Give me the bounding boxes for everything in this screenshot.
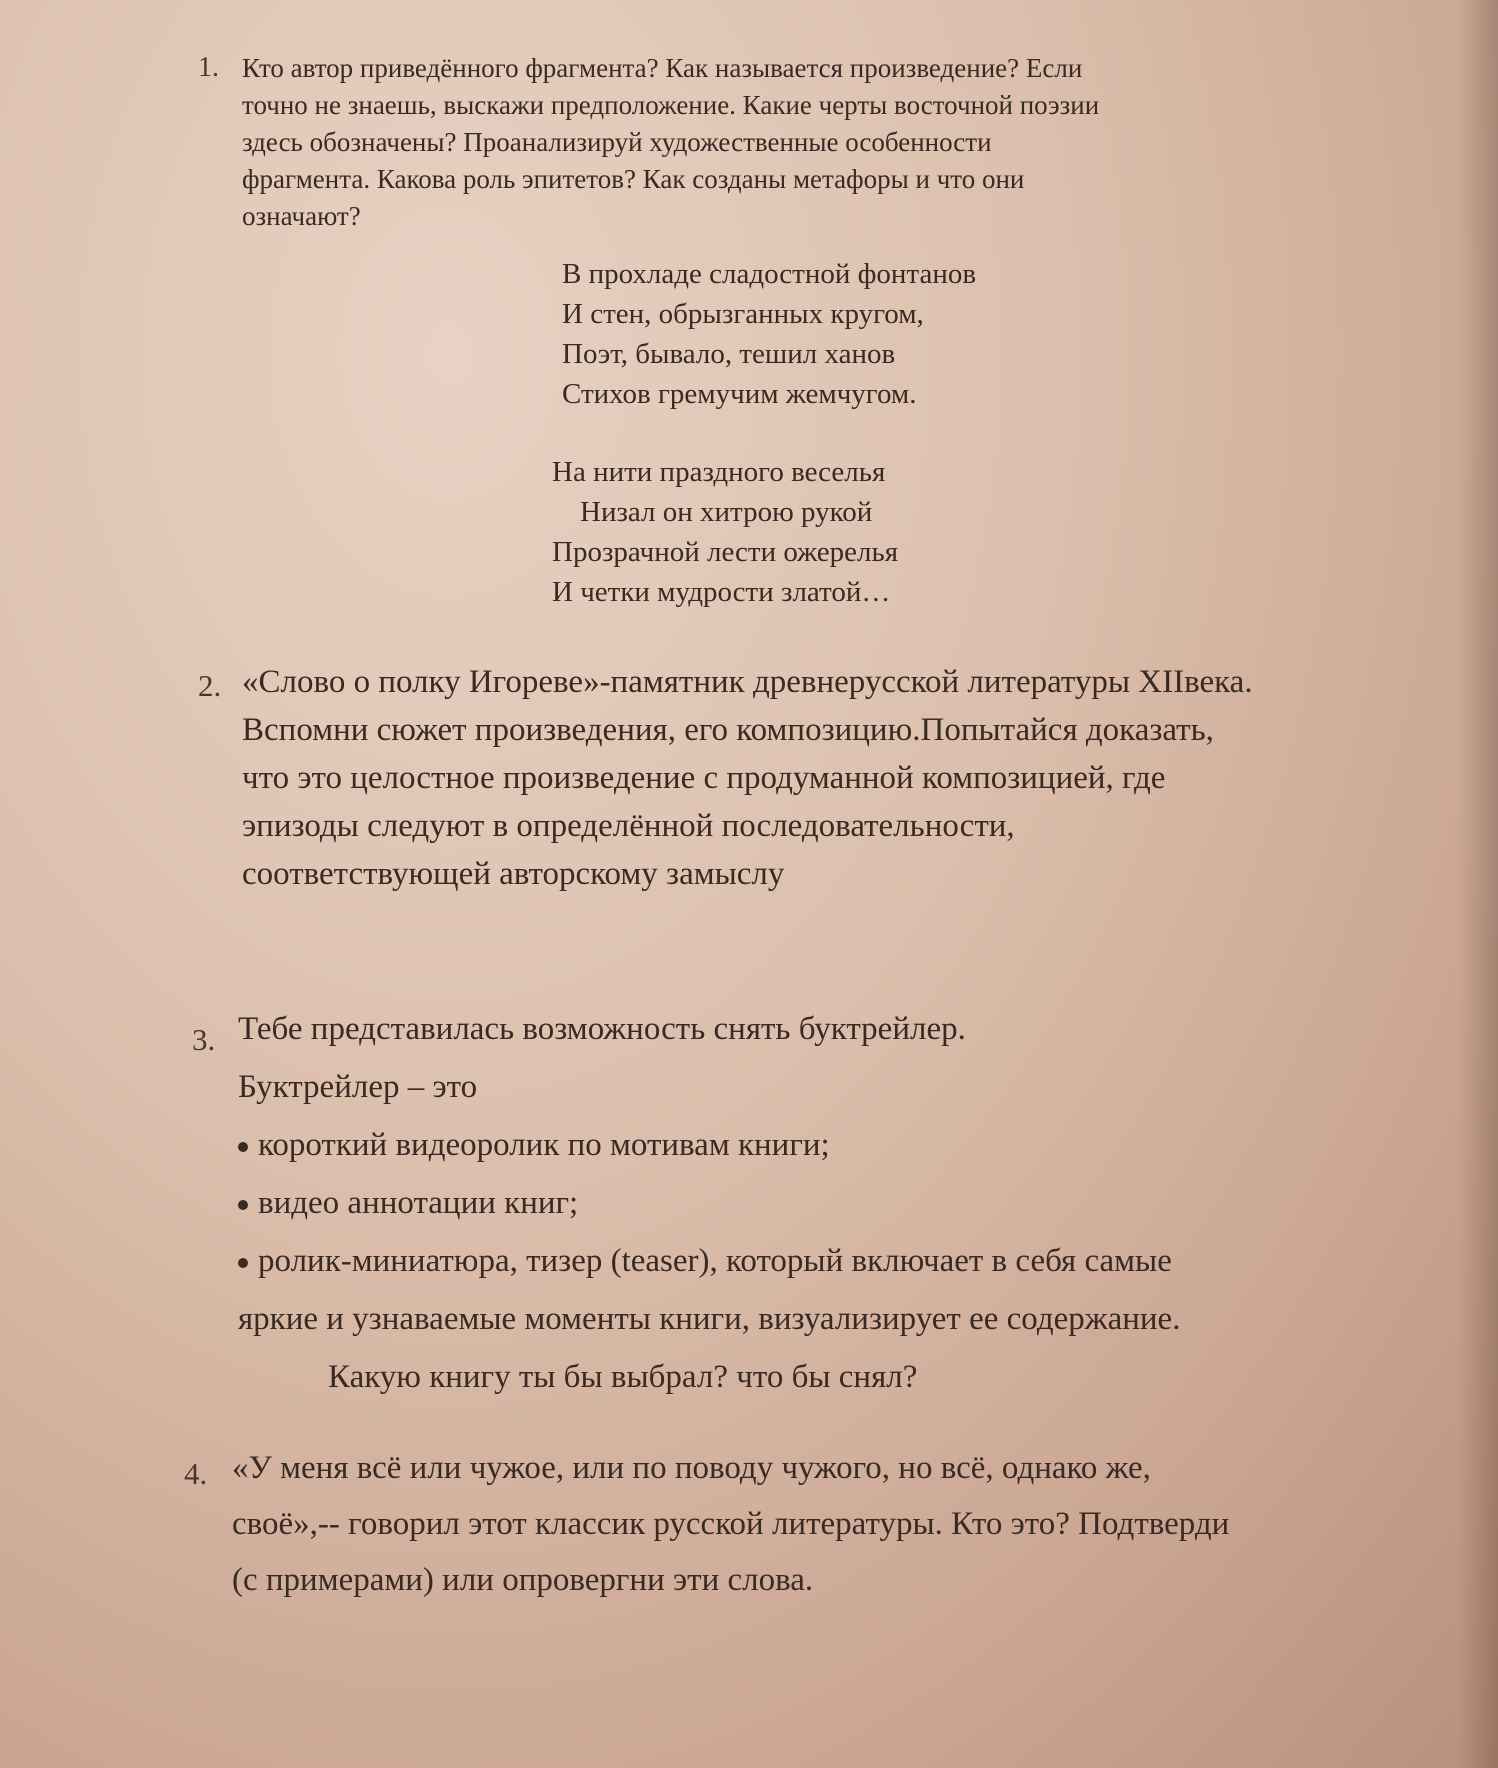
- poem-stanza-1: [562, 254, 1162, 414]
- question-line: что это целостное произведение с продуманной композицией, где: [242, 760, 1166, 796]
- question-text: [232, 1440, 1412, 1608]
- bullet-icon: [238, 1258, 248, 1268]
- page-edge-shadow: [1458, 0, 1498, 1768]
- poem-line: В прохладе сладостной фонтанов: [562, 258, 977, 290]
- bullet-item: [238, 1174, 1418, 1232]
- poem-line: Низал он хитрою рукой: [580, 496, 873, 528]
- question-line: «Слово о полку Игореве»-памятник древнерусской литературы XIIвека.: [242, 664, 1253, 700]
- question-line: своё»,-- говорил этот классик русской литературы. Кто это? Подтверди: [232, 1506, 1230, 1542]
- question-number: 3.: [192, 1022, 216, 1057]
- question-line: Кто автор приведённого фрагмента? Как называется произведение? Если: [242, 53, 1083, 83]
- question-line: соответствующей авторскому замыслу: [242, 856, 785, 892]
- question-line: Вспомни сюжет произведения, его композицию.Попытайся доказать,: [242, 712, 1214, 748]
- question-line: (с примерами) или опровергни эти слова.: [232, 1562, 814, 1598]
- question-intro: Тебе представилась возможность снять буктрейлер.: [238, 1011, 966, 1047]
- question-number: 4.: [184, 1456, 208, 1491]
- question-line: фрагмента. Какова роль эпитетов? Как созданы метафоры и что они: [242, 164, 1025, 194]
- question-line: означают?: [242, 201, 361, 231]
- poem-line: И четки мудрости златой…: [552, 576, 891, 608]
- question-number: 1.: [198, 52, 219, 83]
- question-text: [242, 50, 1422, 235]
- bullet-item: [238, 1116, 1418, 1174]
- poem-line: На нити праздного веселья: [552, 456, 886, 488]
- question-line: здесь обозначены? Проанализируй художественные особенности: [242, 127, 992, 157]
- question-prompt: Какую книгу ты бы выбрал? что бы снял?: [328, 1359, 918, 1395]
- bullet-icon: [238, 1142, 248, 1152]
- poem-line: Поэт, бывало, тешил ханов: [562, 338, 896, 370]
- question-text: [242, 658, 1422, 898]
- question-line: «У меня всё или чужое, или по поводу чужого, но всё, однако же,: [232, 1450, 1151, 1486]
- bullet-text: видео аннотации книг;: [258, 1185, 579, 1221]
- question-line: точно не знаешь, выскажи предположение. Какие черты восточной поэзии: [242, 90, 1100, 120]
- definition-label: Буктрейлер – это: [238, 1069, 478, 1105]
- bullet-item: [238, 1232, 1418, 1290]
- question-text: [238, 1000, 1418, 1406]
- poem-line: Прозрачной лести ожерелья: [552, 536, 899, 568]
- poem-line: И стен, обрызганных кругом,: [562, 298, 924, 330]
- question-number: 2.: [198, 668, 222, 703]
- bullet-text: короткий видеоролик по мотивам книги;: [258, 1127, 830, 1163]
- question-line: эпизоды следуют в определённой последовательности,: [242, 808, 1015, 844]
- bullet-icon: [238, 1200, 248, 1210]
- poem-stanza-2: [552, 452, 1152, 612]
- bullet-continuation: яркие и узнаваемые моменты книги, визуализирует ее содержание.: [238, 1301, 1181, 1337]
- poem-line: Стихов гремучим жемчугом.: [562, 378, 917, 410]
- bullet-text: ролик-миниатюра, тизер (teaser), который включает в себя самые: [258, 1243, 1172, 1279]
